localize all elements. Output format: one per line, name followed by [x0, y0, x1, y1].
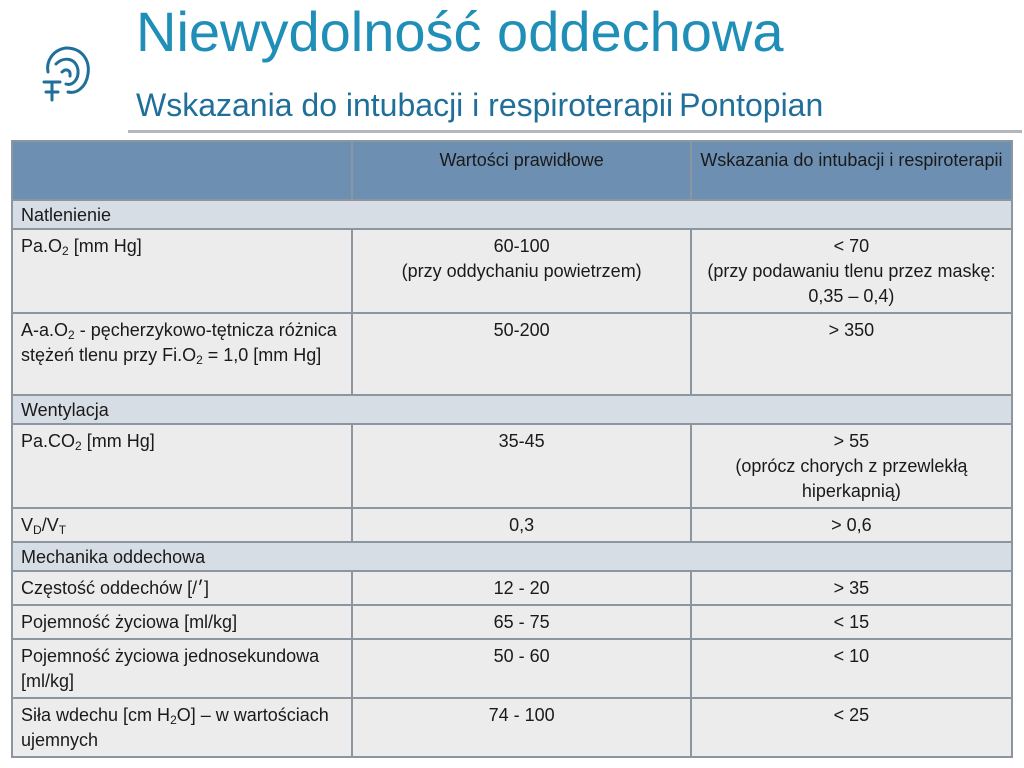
row-label-vc: Pojemność życiowa [ml/kg]: [12, 605, 352, 639]
row-normal-vc: 65 - 75: [352, 605, 690, 639]
page-title: Niewydolność oddechowa: [136, 0, 784, 63]
table-row: [12, 605, 1012, 639]
label-subscript: 2: [62, 244, 69, 258]
label-part: O] – w wartościach ujemnych: [21, 705, 329, 750]
row-normal-nif: 74 - 100: [352, 698, 690, 757]
table-row: [12, 639, 1012, 698]
label-subscript: D: [33, 523, 42, 537]
row-normal-vdvt: 0,3: [352, 508, 690, 542]
table-row: [12, 229, 1012, 313]
indications-table: [11, 140, 1013, 758]
label-part: - pęcherzykowo-tętnicza różnica stężeń tlenu przy Fi.O: [21, 320, 337, 365]
indication-note: (oprócz chorych z przewlekłą hiperkapnią): [735, 456, 968, 501]
row-indication-nif: < 25: [691, 698, 1012, 757]
normal-note: (przy oddychaniu powietrzem): [401, 261, 642, 281]
page-subtitle: [136, 84, 823, 126]
label-part: V: [21, 515, 34, 535]
label-subscript: 2: [68, 328, 75, 342]
row-label-aado2: [12, 313, 352, 395]
table-row: [12, 424, 1012, 508]
label-part: Siła wdechu [cm H: [21, 705, 171, 725]
label-subscript: 2: [75, 439, 82, 453]
title-divider: [128, 130, 1022, 133]
subtitle-text: Wskazania do intubacji i respiroterapii: [136, 87, 674, 123]
label-subscript: 2: [170, 713, 177, 727]
section-row: [12, 395, 1012, 424]
row-indication-vdvt: > 0,6: [691, 508, 1012, 542]
header-empty-cell: [12, 141, 352, 200]
table-row: [12, 698, 1012, 757]
section-row: [12, 200, 1012, 229]
row-label-vdvt: [12, 508, 352, 542]
indication-value: > 55: [833, 431, 870, 451]
subtitle-extra: Pontopian: [679, 87, 824, 123]
row-label-paco2: [12, 424, 352, 508]
row-normal-fev1: 50 - 60: [352, 639, 690, 698]
table-row: [12, 508, 1012, 542]
row-label-pao2: [12, 229, 352, 313]
row-indication-rate: > 35: [691, 571, 1012, 605]
label-part: Pa.O: [21, 236, 63, 256]
row-normal-pao2: [352, 229, 690, 313]
label-part: [mm Hg]: [68, 236, 142, 256]
row-label-fev1: Pojemność życiowa jednosekundowa [ml/kg]: [12, 639, 352, 698]
label-part: [mm Hg]: [81, 431, 155, 451]
row-label-nif: [12, 698, 352, 757]
label-part: A-a.O: [21, 320, 69, 340]
header-indications: Wskazania do intubacji i respiroterapii: [691, 141, 1012, 200]
table-row: [12, 571, 1012, 605]
indication-value: < 70: [833, 236, 870, 256]
row-indication-pao2: [691, 229, 1012, 313]
row-normal-paco2: 35-45: [352, 424, 690, 508]
row-indication-paco2: [691, 424, 1012, 508]
label-subscript: 2: [196, 353, 203, 367]
table-header-row: [12, 141, 1012, 200]
normal-value: 60-100: [493, 236, 550, 256]
lungs-logo-icon: [38, 42, 94, 104]
row-indication-fev1: < 10: [691, 639, 1012, 698]
section-oxygenation: Natlenienie: [12, 200, 1012, 229]
header-normal-values: Wartości prawidłowe: [352, 141, 690, 200]
label-part: /V: [41, 515, 59, 535]
label-part: = 1,0 [mm Hg]: [202, 345, 322, 365]
table-row: [12, 313, 1012, 395]
label-part: Pa.CO: [21, 431, 76, 451]
section-mechanics: Mechanika oddechowa: [12, 542, 1012, 571]
row-label-rate: Częstość oddechów [/׳]: [12, 571, 352, 605]
row-normal-aado2: 50-200: [352, 313, 690, 395]
indication-note: (przy podawaniu tlenu przez maskę: 0,35 – 0,4): [707, 261, 996, 306]
row-normal-rate: 12 - 20: [352, 571, 690, 605]
section-ventilation: Wentylacja: [12, 395, 1012, 424]
label-subscript: T: [58, 523, 67, 537]
row-indication-aado2: > 350: [691, 313, 1012, 395]
row-indication-vc: < 15: [691, 605, 1012, 639]
section-row: [12, 542, 1012, 571]
